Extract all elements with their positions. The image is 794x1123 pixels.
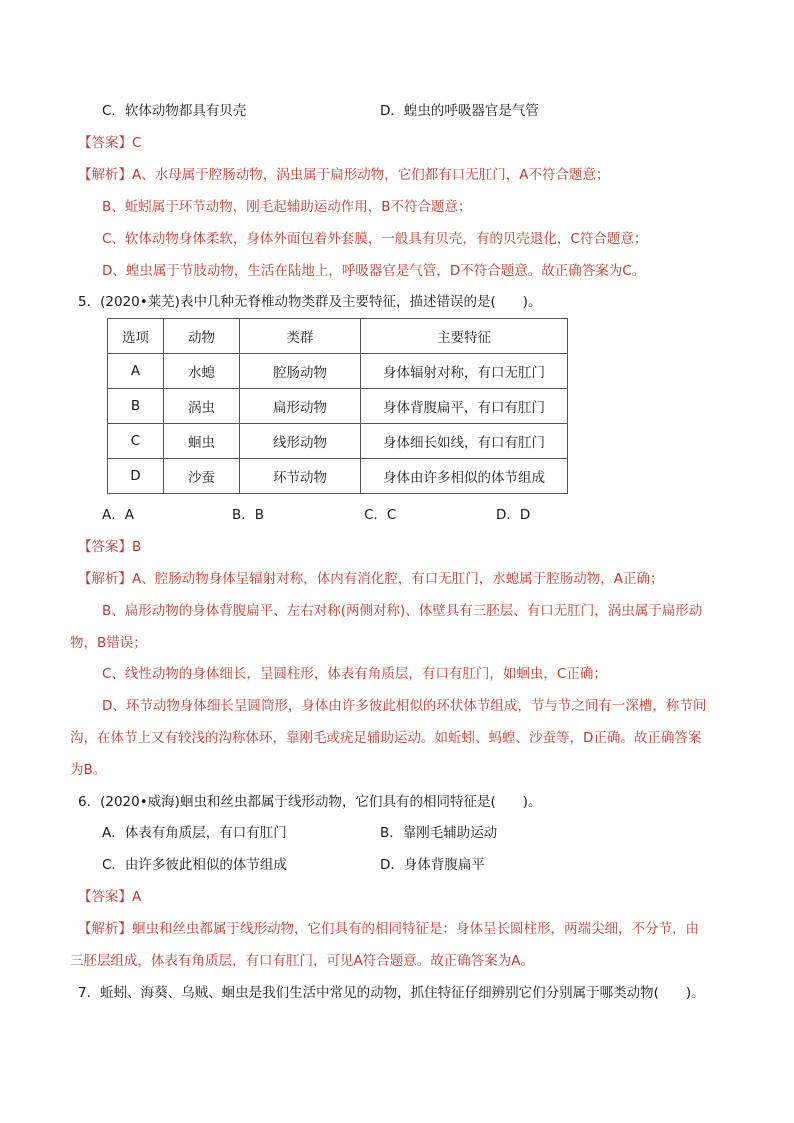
table-cell: D xyxy=(108,459,164,494)
table-row xyxy=(108,424,568,459)
q5-answer xyxy=(78,537,141,557)
q5-analysis-b: B、扁形动物的身体背腹扁平、左右对称(两侧对称)、体壁具有三胚层、有口无肛门，涡虫属于扁形动 xyxy=(102,603,703,619)
answer-tag: 【答案】 xyxy=(78,539,132,555)
q6-option-d: D．身体背腹扁平 xyxy=(380,857,485,873)
q6-option-b: B．靠刚毛辅助运动 xyxy=(380,825,498,841)
q5-option-c: C．C xyxy=(364,507,397,523)
table-header: 选项 xyxy=(108,319,164,354)
q5-option-b: B．B xyxy=(232,507,265,523)
answer-value: C xyxy=(132,135,142,151)
table-cell: 身体由许多相似的体节组成 xyxy=(361,459,568,494)
q6-question: 6．(2020•威海)蛔虫和丝虫都属于线形动物，它们具有的相同特征是( )。 xyxy=(78,794,542,810)
q6-option-a: A．体表有角质层，有口有肛门 xyxy=(102,825,287,841)
table-cell: 蛔虫 xyxy=(164,424,240,459)
q7-question: 7．蚯蚓、海葵、乌贼、蛔虫是我们生活中常见的动物，抓住特征仔细辨别它们分别属于哪类动物( )。 xyxy=(78,985,705,1001)
table-row xyxy=(108,354,568,389)
table-header: 主要特征 xyxy=(361,319,568,354)
table-row xyxy=(108,389,568,424)
q5-option-d: D．D xyxy=(496,507,531,523)
table-cell: 身体辐射对称，有口无肛门 xyxy=(361,354,568,389)
q5-analysis xyxy=(78,569,663,589)
q5-analysis-d-cont: 沟，在体节上又有较浅的沟称体环，靠刚毛或疣足辅助运动。如蚯蚓、蚂蝗、沙蚕等，D正确。故正确答案 xyxy=(70,730,702,746)
table-header: 动物 xyxy=(164,319,240,354)
q5-analysis-c: C、线性动物的身体细长，呈圆柱形，体表有角质层，有口有肛门，如蛔虫，C正确； xyxy=(102,666,607,682)
q5-analysis-b-cont: 物，B错误； xyxy=(70,635,147,651)
analysis-tag: 【解析】 xyxy=(78,571,132,587)
answer-value: A xyxy=(132,889,142,905)
q5-option-a: A．A xyxy=(102,507,134,523)
table-cell: 环节动物 xyxy=(240,459,361,494)
analysis-text: 蛔虫和丝虫都属于线形动物，它们具有的相同特征是：身体呈长圆柱形，两端尖细，不分节，由 xyxy=(132,921,699,937)
table-cell: 身体背腹扁平，有口有肛门 xyxy=(361,389,568,424)
q5-table xyxy=(107,318,568,494)
answer-value: B xyxy=(132,539,142,555)
table-cell: 扁形动物 xyxy=(240,389,361,424)
q4-analysis-b: B、蚯蚓属于环节动物，刚毛起辅助运动作用，B不符合题意； xyxy=(102,199,472,215)
analysis-text: A、水母属于腔肠动物，涡虫属于扁形动物，它们都有口无肛门，A不符合题意； xyxy=(132,167,610,183)
table-cell: C xyxy=(108,424,164,459)
q4-option-d: D．蝗虫的呼吸器官是气管 xyxy=(380,103,539,119)
table-cell: 涡虫 xyxy=(164,389,240,424)
answer-tag: 【答案】 xyxy=(78,135,132,151)
analysis-tag: 【解析】 xyxy=(78,167,132,183)
table-cell: 身体细长如线，有口有肛门 xyxy=(361,424,568,459)
q6-answer xyxy=(78,887,141,907)
q6-analysis-cont: 三胚层组成，体表有角质层，有口有肛门，可见A符合题意。故正确答案为A。 xyxy=(70,953,534,969)
q4-option-c: C．软体动物都具有贝壳 xyxy=(102,103,247,119)
q4-analysis-d: D、蝗虫属于节肢动物，生活在陆地上，呼吸器官是气管，D不符合题意。故正确答案为C。 xyxy=(102,263,646,279)
q5-analysis-d-end: 为B。 xyxy=(70,762,107,778)
analysis-text: A、腔肠动物身体呈辐射对称，体内有消化腔，有口无肛门，水螅属于腔肠动物，A正确； xyxy=(132,571,664,587)
answer-tag: 【答案】 xyxy=(78,889,132,905)
table-row xyxy=(108,459,568,494)
table-cell: 水螅 xyxy=(164,354,240,389)
table-header: 类群 xyxy=(240,319,361,354)
q4-analysis xyxy=(78,165,609,185)
q6-analysis xyxy=(78,919,699,939)
q5-analysis-d: D、环节动物身体细长呈圆筒形，身体由许多彼此相似的环状体节组成，节与节之间有一深槽，称节间 xyxy=(102,698,707,714)
q6-option-c: C．由许多彼此相似的体节组成 xyxy=(102,857,287,873)
analysis-tag: 【解析】 xyxy=(78,921,132,937)
table-cell: 沙蚕 xyxy=(164,459,240,494)
q4-answer xyxy=(78,133,141,153)
table-cell: B xyxy=(108,389,164,424)
table-cell: 线形动物 xyxy=(240,424,361,459)
table-cell: A xyxy=(108,354,164,389)
q4-analysis-c: C、软体动物身体柔软，身体外面包着外套膜，一般具有贝壳，有的贝壳退化，C符合题意； xyxy=(102,231,648,247)
table-header-row xyxy=(108,319,568,354)
table-cell: 腔肠动物 xyxy=(240,354,361,389)
q5-question: 5．(2020•莱芜)表中几种无脊椎动物类群及主要特征，描述错误的是( )。 xyxy=(78,294,542,310)
